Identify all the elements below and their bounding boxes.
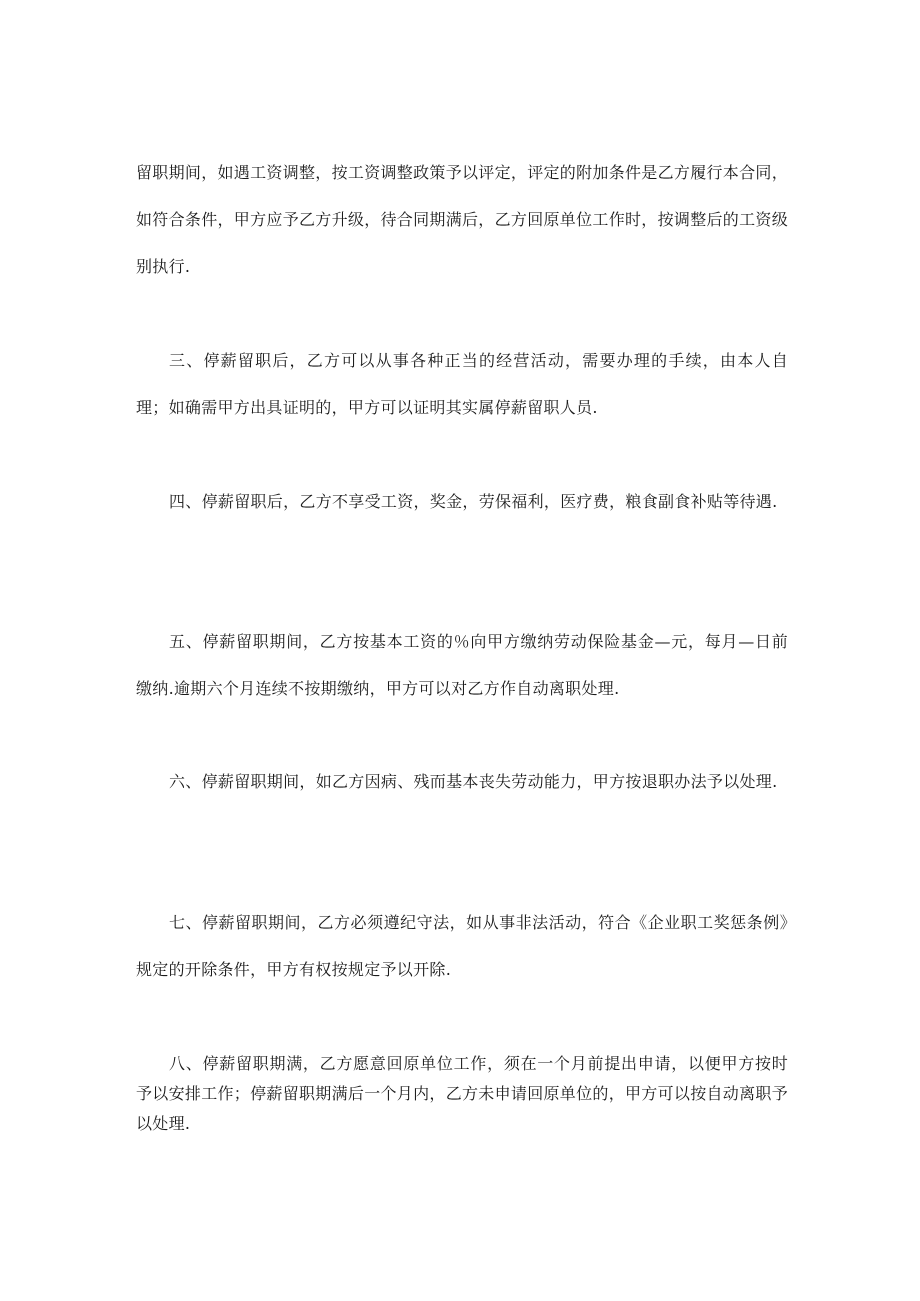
paragraph-clause-8: 八、停薪留职期满，乙方愿意回原单位工作，须在一个月前提出申请，以便甲方按时予以安排工作；停薪留职期满后一个月内，乙方未申请回原单位的，甲方可以按自动离职予以处理. <box>136 1054 789 1133</box>
paragraph-clause-7: 七、停薪留职期间，乙方必须遵纪守法，如从事非法活动，符合《企业职工奖惩条例》规定的开除条件，甲方有权按规定予以开除. <box>136 913 788 979</box>
paragraph-clause-4: 四、停薪留职后，乙方不享受工资，奖金，劳保福利，医疗费，粮食副食补贴等待遇. <box>169 492 778 511</box>
paragraph-clause-6: 六、停薪留职期间，如乙方因病、残而基本丧失劳动能力，甲方按退职办法予以处理. <box>169 772 778 791</box>
paragraph-clause-3: 三、停薪留职后，乙方可以从事各种正当的经营活动，需要办理的手续，由本人自理；如确需甲方出具证明的，甲方可以证明其实属停薪留职人员. <box>136 351 788 417</box>
paragraph-clause-5: 五、停薪留职期间，乙方按基本工资的％向甲方缴纳劳动保险基金—元，每月—日前缴纳.逾期六个月连续不按期缴纳，甲方可以对乙方作自动离职处理. <box>136 632 788 698</box>
paragraph-salary-adjustment: 留职期间，如遇工资调整，按工资调整政策予以评定，评定的附加条件是乙方履行本合同，如符合条件，甲方应予乙方升级，待合同期满后，乙方回原单位工作时，按调整后的工资级别执行. <box>136 163 789 276</box>
